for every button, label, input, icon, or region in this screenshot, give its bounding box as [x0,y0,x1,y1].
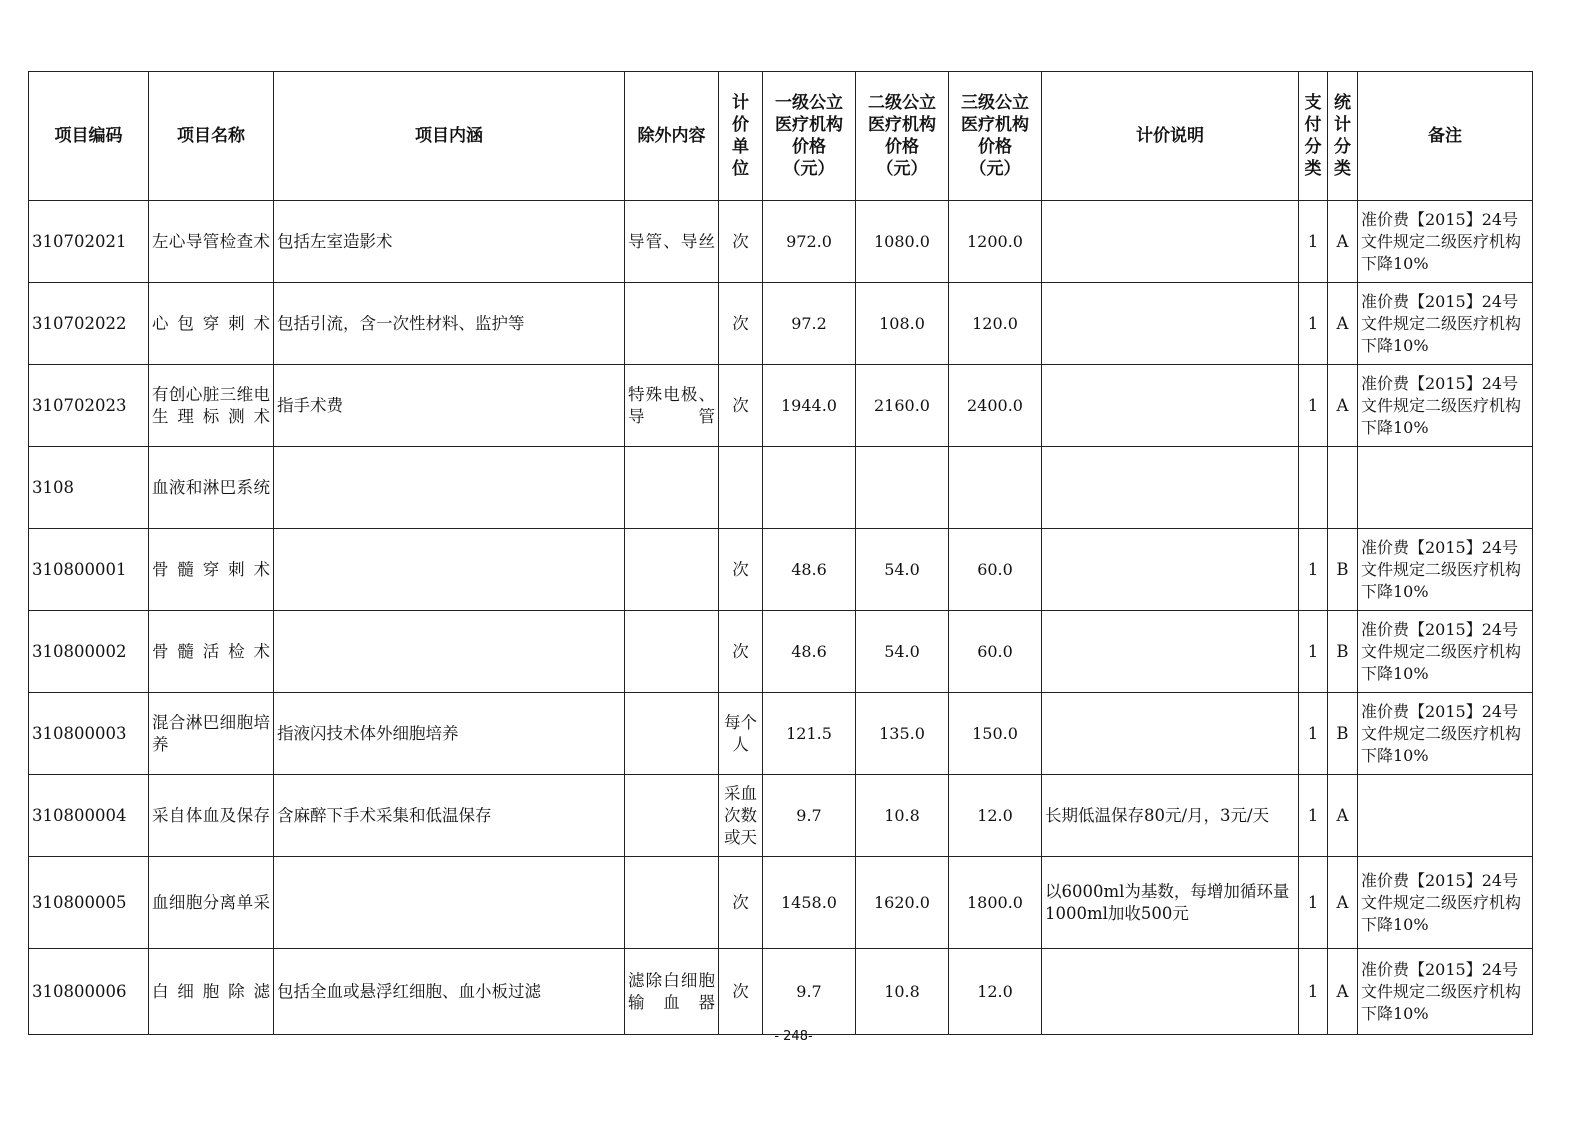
page-number: - 248- [774,1029,813,1044]
cell-remark: 准价费【2015】24号文件规定二级医疗机构下降10% [1358,365,1533,447]
cell-price-level1: 9.7 [763,775,856,857]
cell-code: 310800003 [29,693,149,775]
header-price-level3: 三级公立医疗机构价格（元） [949,72,1042,201]
cell-name: 采自体血及保存 [149,775,274,857]
cell-description [1042,201,1299,283]
cell-price-level2: 54.0 [856,611,949,693]
cell-unit: 每个人 [719,693,763,775]
cell-description [1042,529,1299,611]
cell-unit [719,447,763,529]
cell-code: 310800004 [29,775,149,857]
cell-exclude [625,693,719,775]
cell-price-level1: 972.0 [763,201,856,283]
cell-content: 包括引流，含一次性材料、监护等 [274,283,625,365]
cell-remark: 准价费【2015】24号文件规定二级医疗机构下降10% [1358,529,1533,611]
cell-stat-category: A [1328,283,1358,365]
cell-stat-category: A [1328,201,1358,283]
cell-price-level1: 9.7 [763,949,856,1035]
header-description: 计价说明 [1042,72,1299,201]
price-table [28,71,1533,1035]
cell-content [274,529,625,611]
cell-price-level3: 60.0 [949,611,1042,693]
cell-price-level1: 97.2 [763,283,856,365]
cell-price-level2: 1080.0 [856,201,949,283]
cell-unit: 次 [719,283,763,365]
cell-unit: 次 [719,201,763,283]
cell-content: 含麻醉下手术采集和低温保存 [274,775,625,857]
cell-price-level2: 135.0 [856,693,949,775]
cell-pay-category: 1 [1299,949,1328,1035]
cell-price-level2: 10.8 [856,775,949,857]
cell-exclude [625,529,719,611]
cell-price-level3: 1200.0 [949,201,1042,283]
header-exclude: 除外内容 [625,72,719,201]
cell-exclude: 特殊电极、导管 [625,365,719,447]
cell-name: 左心导管检查术 [149,201,274,283]
table-row [29,949,1533,1035]
cell-description [1042,365,1299,447]
cell-remark: 准价费【2015】24号文件规定二级医疗机构下降10% [1358,949,1533,1035]
header-price-level1: 一级公立医疗机构价格（元） [763,72,856,201]
cell-name: 骨髓穿刺术 [149,529,274,611]
header-remark: 备注 [1358,72,1533,201]
cell-remark: 准价费【2015】24号文件规定二级医疗机构下降10% [1358,693,1533,775]
cell-price-level3: 12.0 [949,775,1042,857]
cell-price-level2: 2160.0 [856,365,949,447]
header-unit: 计价单位 [719,72,763,201]
cell-remark: 准价费【2015】24号文件规定二级医疗机构下降10% [1358,857,1533,949]
cell-exclude [625,611,719,693]
cell-content: 包括全血或悬浮红细胞、血小板过滤 [274,949,625,1035]
cell-exclude [625,283,719,365]
cell-pay-category [1299,447,1328,529]
cell-stat-category: A [1328,365,1358,447]
cell-content [274,447,625,529]
cell-stat-category [1328,447,1358,529]
cell-remark: 准价费【2015】24号文件规定二级医疗机构下降10% [1358,283,1533,365]
cell-remark [1358,447,1533,529]
cell-description [1042,283,1299,365]
cell-price-level3: 12.0 [949,949,1042,1035]
header-price-level2: 二级公立医疗机构价格（元） [856,72,949,201]
cell-content [274,857,625,949]
cell-price-level3: 150.0 [949,693,1042,775]
cell-price-level1: 121.5 [763,693,856,775]
cell-stat-category: A [1328,857,1358,949]
cell-code: 310702022 [29,283,149,365]
table-row [29,447,1533,529]
cell-name: 白细胞除滤 [149,949,274,1035]
cell-description [1042,949,1299,1035]
cell-price-level3: 1800.0 [949,857,1042,949]
cell-exclude: 导管、导丝 [625,201,719,283]
cell-remark: 准价费【2015】24号文件规定二级医疗机构下降10% [1358,611,1533,693]
cell-price-level3: 2400.0 [949,365,1042,447]
cell-pay-category: 1 [1299,611,1328,693]
cell-pay-category: 1 [1299,693,1328,775]
cell-remark [1358,775,1533,857]
cell-code: 310800001 [29,529,149,611]
cell-stat-category: B [1328,693,1358,775]
cell-name: 心包穿刺术 [149,283,274,365]
cell-price-level2: 108.0 [856,283,949,365]
cell-exclude: 滤除白细胞输血器 [625,949,719,1035]
table-row [29,857,1533,949]
cell-content: 指液闪技术体外细胞培养 [274,693,625,775]
cell-price-level2: 10.8 [856,949,949,1035]
table-row [29,611,1533,693]
cell-price-level3: 60.0 [949,529,1042,611]
cell-pay-category: 1 [1299,529,1328,611]
cell-code: 310702021 [29,201,149,283]
cell-pay-category: 1 [1299,775,1328,857]
header-stat-category: 统计分类 [1328,72,1358,201]
cell-content: 包括左室造影术 [274,201,625,283]
price-table-sheet [28,71,1532,1035]
cell-price-level2 [856,447,949,529]
cell-price-level2: 54.0 [856,529,949,611]
cell-code: 3108 [29,447,149,529]
cell-content: 指手术费 [274,365,625,447]
cell-price-level1: 48.6 [763,611,856,693]
cell-price-level3: 120.0 [949,283,1042,365]
cell-content [274,611,625,693]
cell-name: 混合淋巴细胞培养 [149,693,274,775]
header-pay-category: 支付分类 [1299,72,1328,201]
cell-code: 310800006 [29,949,149,1035]
cell-exclude [625,857,719,949]
cell-remark: 准价费【2015】24号文件规定二级医疗机构下降10% [1358,201,1533,283]
cell-code: 310702023 [29,365,149,447]
cell-pay-category: 1 [1299,365,1328,447]
cell-price-level1: 48.6 [763,529,856,611]
cell-price-level3 [949,447,1042,529]
cell-unit: 次 [719,949,763,1035]
cell-pay-category: 1 [1299,857,1328,949]
table-body [29,201,1533,1035]
cell-name: 血液和淋巴系统 [149,447,274,529]
cell-price-level1: 1458.0 [763,857,856,949]
cell-price-level1 [763,447,856,529]
table-row [29,693,1533,775]
table-header-row [29,72,1533,201]
table-row [29,529,1533,611]
cell-description [1042,447,1299,529]
cell-unit: 次 [719,529,763,611]
cell-description: 以6000ml为基数，每增加循环量1000ml加收500元 [1042,857,1299,949]
cell-unit: 次 [719,857,763,949]
cell-exclude [625,447,719,529]
header-content: 项目内涵 [274,72,625,201]
cell-description [1042,693,1299,775]
table-row [29,283,1533,365]
cell-stat-category: B [1328,529,1358,611]
table-row [29,775,1533,857]
header-name: 项目名称 [149,72,274,201]
cell-unit: 采血次数或天 [719,775,763,857]
cell-name: 血细胞分离单采 [149,857,274,949]
table-row [29,201,1533,283]
cell-stat-category: B [1328,611,1358,693]
cell-description [1042,611,1299,693]
cell-unit: 次 [719,611,763,693]
cell-stat-category: A [1328,775,1358,857]
cell-code: 310800005 [29,857,149,949]
cell-exclude [625,775,719,857]
cell-pay-category: 1 [1299,283,1328,365]
cell-stat-category: A [1328,949,1358,1035]
cell-description: 长期低温保存80元/月，3元/天 [1042,775,1299,857]
table-row [29,365,1533,447]
cell-pay-category: 1 [1299,201,1328,283]
cell-price-level2: 1620.0 [856,857,949,949]
cell-code: 310800002 [29,611,149,693]
cell-name: 有创心脏三维电生理标测术 [149,365,274,447]
cell-name: 骨髓活检术 [149,611,274,693]
cell-price-level1: 1944.0 [763,365,856,447]
cell-unit: 次 [719,365,763,447]
header-code: 项目编码 [29,72,149,201]
